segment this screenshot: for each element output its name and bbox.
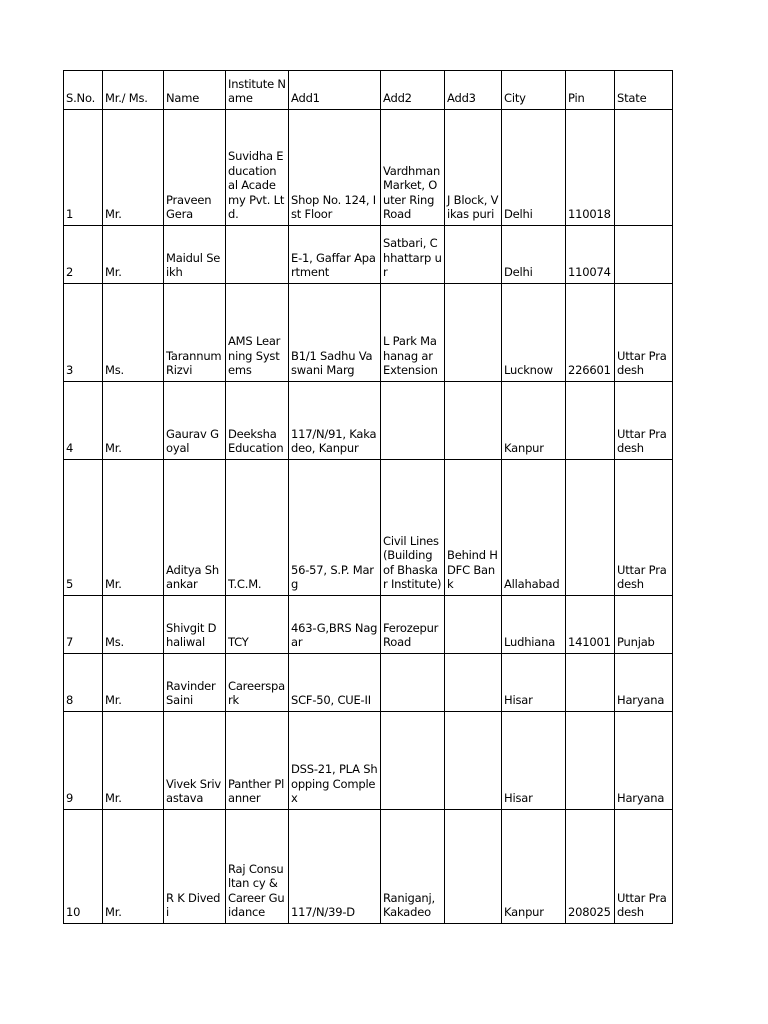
header-name: Name	[164, 71, 226, 110]
cell-add1: 117/N/39-D	[289, 810, 381, 924]
header-sno: S.No.	[64, 71, 103, 110]
table-row	[64, 110, 673, 226]
cell-name: Gaurav Goyal	[164, 382, 226, 460]
cell-add2: Vardhman Market, Outer Ring Road	[381, 110, 445, 226]
cell-sno: 8	[64, 654, 103, 712]
cell-city: Delhi	[502, 226, 566, 284]
table-row	[64, 382, 673, 460]
cell-pin: 208025	[566, 810, 615, 924]
table-row	[64, 284, 673, 382]
cell-add1: B1/1 Sadhu Vaswani Marg	[289, 284, 381, 382]
cell-city: Delhi	[502, 110, 566, 226]
cell-add3	[445, 596, 502, 654]
cell-city: Kanpur	[502, 810, 566, 924]
cell-name: Shivgit Dhaliwal	[164, 596, 226, 654]
header-row	[64, 71, 673, 110]
cell-add3: Behind HDFC Bank	[445, 460, 502, 596]
cell-city: Lucknow	[502, 284, 566, 382]
header-add2: Add2	[381, 71, 445, 110]
cell-pin: 110074	[566, 226, 615, 284]
cell-city: Hisar	[502, 654, 566, 712]
cell-state: Uttar Pradesh	[615, 382, 673, 460]
cell-institute-name: AMS Learning Systems	[226, 284, 289, 382]
cell-add2: L Park Mahanag ar Extension	[381, 284, 445, 382]
cell-state	[615, 110, 673, 226]
cell-institute-name: Panther Planner	[226, 712, 289, 810]
cell-add3	[445, 226, 502, 284]
cell-title: Mr.	[103, 460, 164, 596]
cell-sno: 4	[64, 382, 103, 460]
cell-add3	[445, 712, 502, 810]
cell-state: Uttar Pradesh	[615, 284, 673, 382]
table-row	[64, 810, 673, 924]
cell-add3	[445, 284, 502, 382]
institute-table	[63, 70, 673, 924]
header-pin: Pin	[566, 71, 615, 110]
cell-pin	[566, 712, 615, 810]
cell-name: Praveen Gera	[164, 110, 226, 226]
cell-title: Mr.	[103, 382, 164, 460]
cell-city: Ludhiana	[502, 596, 566, 654]
cell-title: Ms.	[103, 596, 164, 654]
cell-city: Kanpur	[502, 382, 566, 460]
cell-city: Hisar	[502, 712, 566, 810]
header-institute-name: Institute Name	[226, 71, 289, 110]
cell-state: Punjab	[615, 596, 673, 654]
header-city: City	[502, 71, 566, 110]
cell-title: Mr.	[103, 810, 164, 924]
cell-institute-name	[226, 226, 289, 284]
header-state: State	[615, 71, 673, 110]
cell-pin	[566, 654, 615, 712]
cell-pin: 141001	[566, 596, 615, 654]
cell-add1: 56-57, S.P. Marg	[289, 460, 381, 596]
cell-add2: Raniganj, Kakadeo	[381, 810, 445, 924]
cell-pin	[566, 382, 615, 460]
cell-add2	[381, 712, 445, 810]
cell-name: Ravinder Saini	[164, 654, 226, 712]
cell-pin: 110018	[566, 110, 615, 226]
cell-title: Mr.	[103, 712, 164, 810]
cell-add3	[445, 810, 502, 924]
cell-add2: Satbari, Chhattarp ur	[381, 226, 445, 284]
cell-add3: J Block, Vikas puri	[445, 110, 502, 226]
cell-add2: Civil Lines (Building of Bhaskar Institute)	[381, 460, 445, 596]
cell-title: Mr.	[103, 226, 164, 284]
cell-institute-name: Careerspa rk	[226, 654, 289, 712]
cell-state: Haryana	[615, 712, 673, 810]
header-add1: Add1	[289, 71, 381, 110]
cell-add1: 117/N/91, Kakadeo, Kanpur	[289, 382, 381, 460]
cell-add2: Ferozepur Road	[381, 596, 445, 654]
cell-name: Maidul Seikh	[164, 226, 226, 284]
header-add3: Add3	[445, 71, 502, 110]
cell-name: Tarannum Rizvi	[164, 284, 226, 382]
cell-sno: 9	[64, 712, 103, 810]
table-row	[64, 226, 673, 284]
cell-pin	[566, 460, 615, 596]
table-row	[64, 654, 673, 712]
cell-add1: 463-G,BRS Nagar	[289, 596, 381, 654]
cell-state	[615, 226, 673, 284]
cell-sno: 5	[64, 460, 103, 596]
cell-institute-name: Deeksha Education	[226, 382, 289, 460]
cell-name: Vivek Srivastava	[164, 712, 226, 810]
table-row	[64, 712, 673, 810]
cell-title: Ms.	[103, 284, 164, 382]
cell-state: Uttar Pradesh	[615, 810, 673, 924]
cell-add3	[445, 654, 502, 712]
cell-add2	[381, 382, 445, 460]
cell-add1: SCF-50, CUE-II	[289, 654, 381, 712]
cell-add2	[381, 654, 445, 712]
cell-title: Mr.	[103, 110, 164, 226]
cell-city: Allahabad	[502, 460, 566, 596]
cell-state: Uttar Pradesh	[615, 460, 673, 596]
cell-institute-name: Raj Consultan cy & Career Guidance	[226, 810, 289, 924]
cell-add1: Shop No. 124, Ist Floor	[289, 110, 381, 226]
table-body	[64, 71, 673, 924]
table-row	[64, 596, 673, 654]
cell-institute-name: Suvidha Education al Academy Pvt. Ltd.	[226, 110, 289, 226]
cell-state: Haryana	[615, 654, 673, 712]
cell-sno: 10	[64, 810, 103, 924]
table-row	[64, 460, 673, 596]
cell-name: R K Divedi	[164, 810, 226, 924]
cell-title: Mr.	[103, 654, 164, 712]
cell-pin: 226601	[566, 284, 615, 382]
cell-institute-name: T.C.M.	[226, 460, 289, 596]
cell-add1: DSS-21, PLA Shopping Complex	[289, 712, 381, 810]
cell-sno: 3	[64, 284, 103, 382]
cell-add3	[445, 382, 502, 460]
cell-sno: 2	[64, 226, 103, 284]
header-title: Mr./ Ms.	[103, 71, 164, 110]
cell-sno: 1	[64, 110, 103, 226]
cell-name: Aditya Shankar	[164, 460, 226, 596]
cell-institute-name: TCY	[226, 596, 289, 654]
cell-add1: E-1, Gaffar Apartment	[289, 226, 381, 284]
cell-sno: 7	[64, 596, 103, 654]
